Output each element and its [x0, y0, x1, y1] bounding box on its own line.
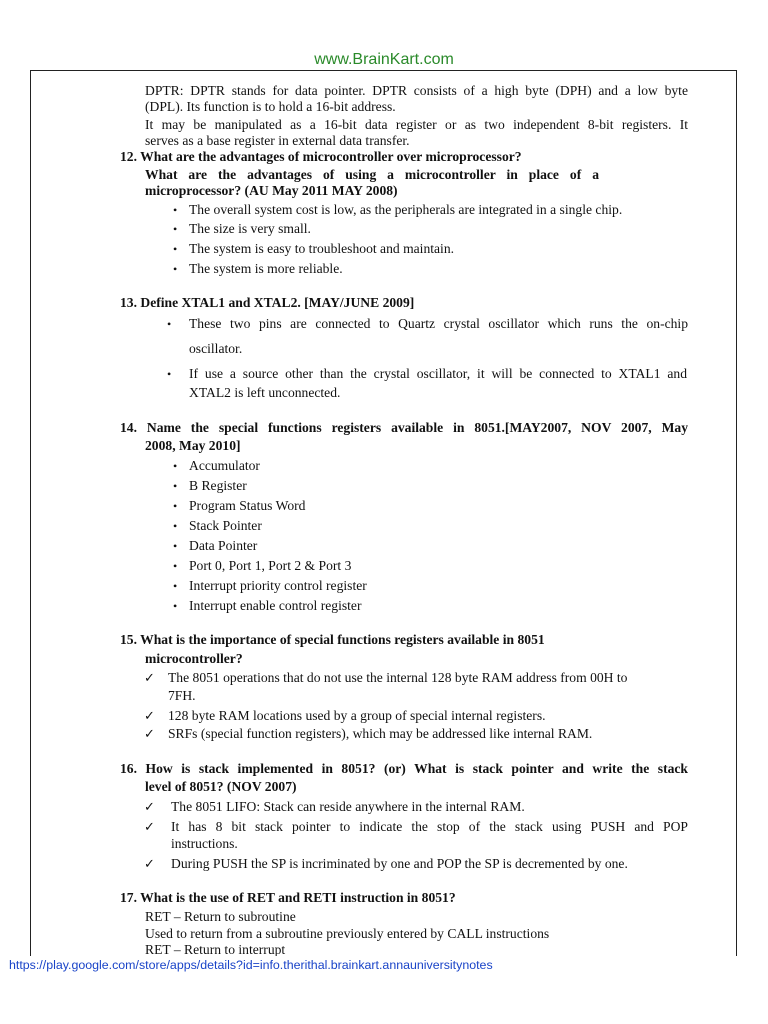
- q16-check-3: During PUSH the SP is incriminated by one and POP the SP is decremented by one.: [171, 856, 628, 871]
- q16-check-2-line-1: It has 8 bit stack pointer to indicate the stop of the stack using PUSH and POP: [171, 819, 688, 834]
- q14-title-line-2: 2008, May 2010]: [145, 438, 241, 453]
- q13-bullet-2-line-1: If use a source other than the crystal oscillator, it will be connected to XTAL1 and: [189, 366, 687, 381]
- q12-bullet-3: The system is easy to troubleshoot and maintain.: [189, 241, 455, 256]
- q16-check-2-line-2: instructions.: [171, 836, 238, 851]
- q15-check-3: SRFs (special function registers), which may be addressed like internal RAM.: [168, 726, 593, 741]
- q16-check-1: The 8051 LIFO: Stack can reside anywhere in the internal RAM.: [171, 799, 525, 814]
- bullet-icon: •: [173, 579, 178, 593]
- q16-title-line-1: 16. How is stack implemented in 8051? (or) What is stack pointer and write the stack: [120, 761, 688, 776]
- q14-bullet-5: Data Pointer: [189, 538, 258, 553]
- check-icon: ✓: [144, 726, 155, 741]
- q14-bullet-3: Program Status Word: [189, 498, 306, 513]
- check-icon: ✓: [144, 819, 155, 834]
- q14-title-line-1: 14. Name the special functions registers available in 8051.[MAY2007, NOV 2007, May: [120, 420, 688, 435]
- q12-subtitle-1: What are the advantages of using a microcontroller in place of a: [145, 167, 599, 182]
- check-icon: ✓: [144, 799, 155, 814]
- page-frame: [30, 70, 737, 956]
- q14-bullet-1: Accumulator: [189, 458, 260, 473]
- q15-title-line-2: microcontroller?: [145, 651, 243, 666]
- q12-bullet-4: The system is more reliable.: [189, 261, 343, 276]
- q13-bullet-1-line-2: oscillator.: [189, 341, 243, 356]
- check-icon: ✓: [144, 856, 155, 871]
- q15-title-line-1: 15. What is the importance of special functions registers available in 8051: [120, 632, 545, 647]
- intro-line-1: DPTR: DPTR stands for data pointer. DPTR consists of a high byte (DPH) and a low byte: [145, 83, 688, 98]
- q13-bullet-2-line-2: XTAL2 is left unconnected.: [189, 385, 341, 400]
- q12-title: 12. What are the advantages of microcontroller over microprocessor?: [120, 149, 522, 164]
- intro-line-2: (DPL). Its function is to hold a 16-bit address.: [145, 99, 396, 114]
- bullet-icon: •: [167, 317, 172, 331]
- bullet-icon: •: [173, 539, 178, 553]
- bullet-icon: •: [173, 479, 178, 493]
- check-icon: ✓: [144, 708, 155, 723]
- check-icon: ✓: [144, 670, 155, 685]
- q14-bullet-4: Stack Pointer: [189, 518, 262, 533]
- bullet-icon: •: [173, 499, 178, 513]
- bullet-icon: •: [173, 242, 178, 256]
- intro-line-4: serves as a base register in external data transfer.: [145, 133, 410, 148]
- q12-subtitle-2: microprocessor? (AU May 2011 MAY 2008): [145, 183, 398, 198]
- bullet-icon: •: [173, 262, 178, 276]
- play-store-link[interactable]: https://play.google.com/store/apps/details?id=info.therithal.brainkart.annauniversitynotes: [9, 958, 493, 972]
- site-url-link[interactable]: www.BrainKart.com: [314, 51, 454, 68]
- q16-title-line-2: level of 8051? (NOV 2007): [145, 779, 297, 794]
- q17-line-3: RET – Return to interrupt: [145, 942, 286, 956]
- bullet-icon: •: [173, 459, 178, 473]
- q13-title: 13. Define XTAL1 and XTAL2. [MAY/JUNE 2009]: [120, 295, 415, 310]
- intro-line-3: It may be manipulated as a 16-bit data register or as two independent 8-bit registers. It: [145, 117, 688, 132]
- bullet-icon: •: [173, 599, 178, 613]
- bullet-icon: •: [173, 559, 178, 573]
- q14-bullet-8: Interrupt enable control register: [189, 598, 362, 613]
- q12-bullet-1: The overall system cost is low, as the peripherals are integrated in a single chip.: [189, 202, 623, 217]
- q15-check-1-line-1: The 8051 operations that do not use the internal 128 byte RAM address from 00H to: [168, 670, 628, 685]
- bullet-icon: •: [173, 203, 178, 217]
- bullet-icon: •: [173, 222, 178, 236]
- q14-bullet-7: Interrupt priority control register: [189, 578, 367, 593]
- bullet-icon: •: [167, 367, 172, 381]
- q14-bullet-2: B Register: [189, 478, 247, 493]
- q17-title: 17. What is the use of RET and RETI instruction in 8051?: [120, 890, 456, 905]
- q15-check-1-line-2: 7FH.: [168, 688, 196, 703]
- q17-line-1: RET – Return to subroutine: [145, 909, 296, 924]
- q13-bullet-1-line-1: These two pins are connected to Quartz crystal oscillator which runs the on-chip: [189, 316, 688, 331]
- q14-bullet-6: Port 0, Port 1, Port 2 & Port 3: [189, 558, 352, 573]
- q15-check-2: 128 byte RAM locations used by a group of special internal registers.: [168, 708, 546, 723]
- bullet-icon: •: [173, 519, 178, 533]
- q17-line-2: Used to return from a subroutine previously entered by CALL instructions: [145, 926, 550, 941]
- q12-bullet-2: The size is very small.: [189, 221, 311, 236]
